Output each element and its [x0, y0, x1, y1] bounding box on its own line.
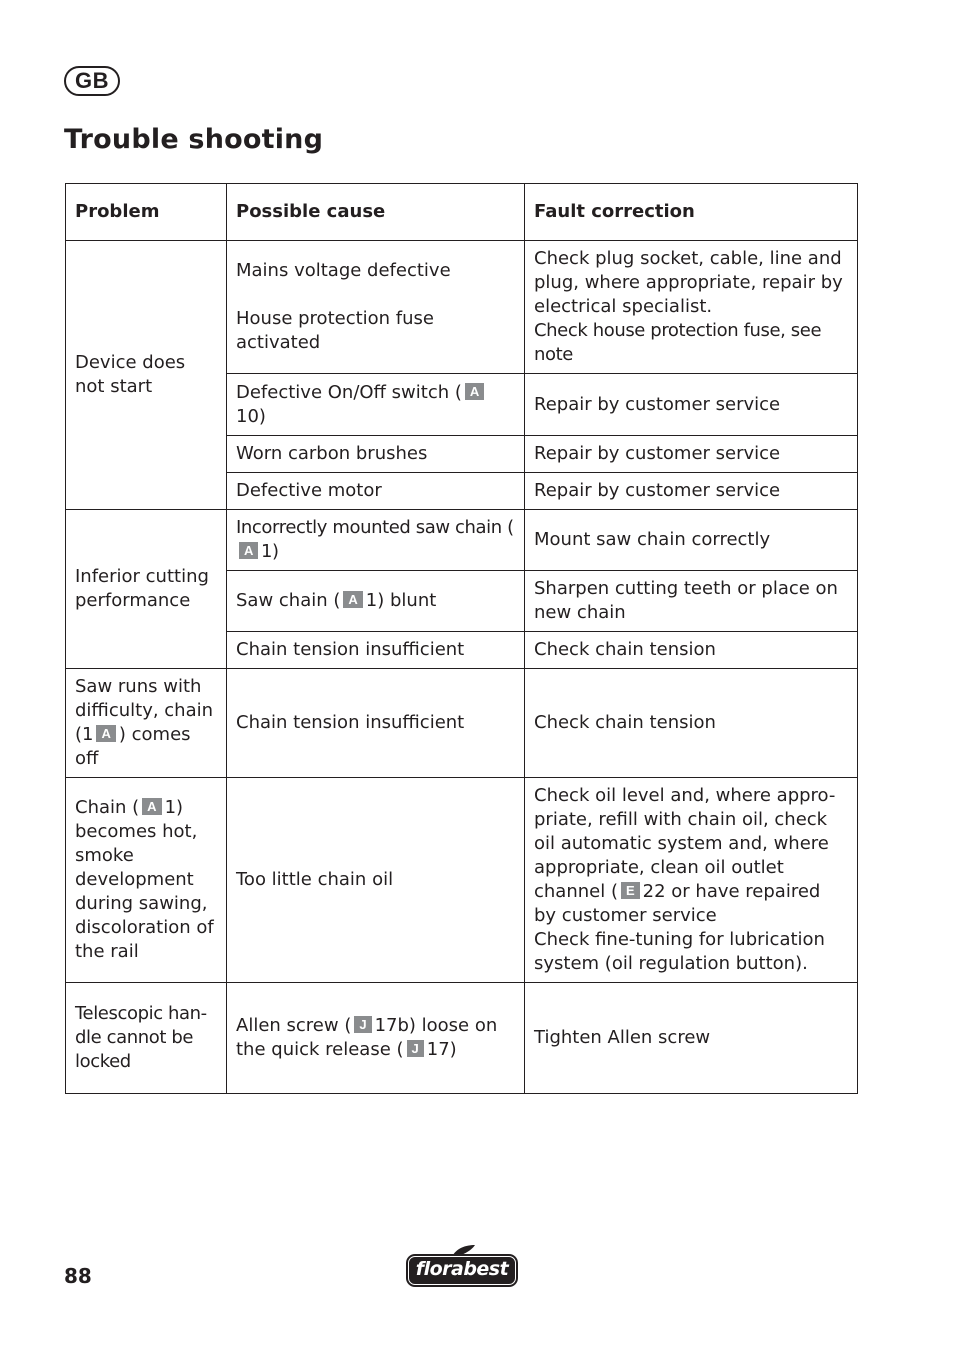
fix-cell: Tighten Allen screw: [525, 983, 858, 1094]
table-row: [66, 669, 858, 778]
cause-cell: [227, 374, 525, 436]
header-problem: Problem: [66, 184, 227, 241]
header-fault-correction: Fault correction: [525, 184, 858, 241]
problem-text: 1) becomes hot, smoke development during sawing, discoloration of the rail: [75, 797, 214, 962]
fix-cell: Repair by customer service: [525, 473, 858, 510]
cause-cell: [227, 510, 525, 571]
trouble-shooting-table: [65, 183, 858, 1094]
fix-text: Check fine-tuning for lubrication system (oil regulation button).: [534, 929, 825, 974]
table-row: [66, 983, 858, 1094]
page-title: Trouble shooting: [64, 124, 324, 155]
cause-cell: Chain tension insufficient: [227, 669, 525, 778]
cause-text: 1) blunt: [365, 590, 437, 611]
figure-ref-tag: A: [142, 798, 161, 815]
fix-cell: Mount saw chain correctly: [525, 510, 858, 571]
table-row: [66, 778, 858, 983]
fix-cell: Check chain tension: [525, 669, 858, 778]
figure-ref-tag: E: [621, 882, 640, 899]
cause-text: Incorrectly mounted saw chain (: [236, 517, 514, 538]
figure-ref-tag: A: [239, 542, 258, 559]
cause-cell: [227, 571, 525, 632]
figure-ref-tag: A: [343, 591, 362, 608]
cause-text: 17): [426, 1039, 457, 1060]
cause-text: 10): [236, 405, 266, 427]
fix-text: Check house protection fuse, see note: [534, 320, 822, 365]
problem-text: Chain (: [75, 797, 140, 818]
problem-cell: Device does not start: [66, 241, 227, 510]
cause-text: Mains voltage defective: [236, 260, 451, 281]
figure-ref-tag: J: [407, 1040, 424, 1057]
florabest-logo: [406, 1244, 518, 1288]
logo-text: florabest: [415, 1258, 509, 1280]
cause-cell: [227, 241, 525, 374]
cause-cell: Chain tension insufficient: [227, 632, 525, 669]
fix-cell: Repair by customer service: [525, 374, 858, 436]
cause-cell: [227, 983, 525, 1094]
cause-text: 17b) loose on the quick release (: [236, 1015, 498, 1060]
fix-cell: Check chain tension: [525, 632, 858, 669]
problem-cell: Inferior cutting performance: [66, 510, 227, 669]
page-number: 88: [64, 1264, 92, 1288]
fix-cell: [525, 241, 858, 374]
cause-cell: Worn carbon brushes: [227, 436, 525, 473]
figure-ref-tag: J: [354, 1016, 371, 1033]
cause-text: 1): [261, 541, 279, 562]
fix-cell: [525, 778, 858, 983]
cause-text: House protection fuse activated: [236, 308, 434, 353]
fix-text: Check oil level and, where appro-priate, refill with chain oil, check oil automatic system and, where appropriate, clean oil outlet channel (: [534, 785, 836, 902]
cause-text: Saw chain (: [236, 590, 341, 611]
table-header-row: [66, 184, 858, 241]
problem-cell: Telescopic han-dle cannot be locked: [66, 983, 227, 1094]
fix-cell: Repair by customer service: [525, 436, 858, 473]
header-possible-cause: Possible cause: [227, 184, 525, 241]
language-badge: GB: [64, 66, 120, 96]
problem-text: Saw runs with difficulty, chain (1: [75, 676, 214, 745]
problem-cell: [66, 778, 227, 983]
fix-text: 22 or have repaired by customer service: [534, 881, 821, 926]
cause-text: Allen screw (: [236, 1015, 352, 1036]
table-row: [66, 241, 858, 374]
figure-ref-tag: A: [96, 725, 115, 742]
cause-cell: Defective motor: [227, 473, 525, 510]
cause-text: Defective On/Off switch (: [236, 381, 462, 403]
problem-cell: [66, 669, 227, 778]
problem-text: ) comes off: [75, 724, 191, 769]
fix-cell: Sharpen cutting teeth or place on new chain: [525, 571, 858, 632]
cause-cell: Too little chain oil: [227, 778, 525, 983]
figure-ref-tag: A: [465, 383, 484, 400]
table-row: [66, 510, 858, 571]
fix-text: Check plug socket, cable, line and plug, where appropriate, repair by electrical specialist.: [534, 248, 843, 317]
